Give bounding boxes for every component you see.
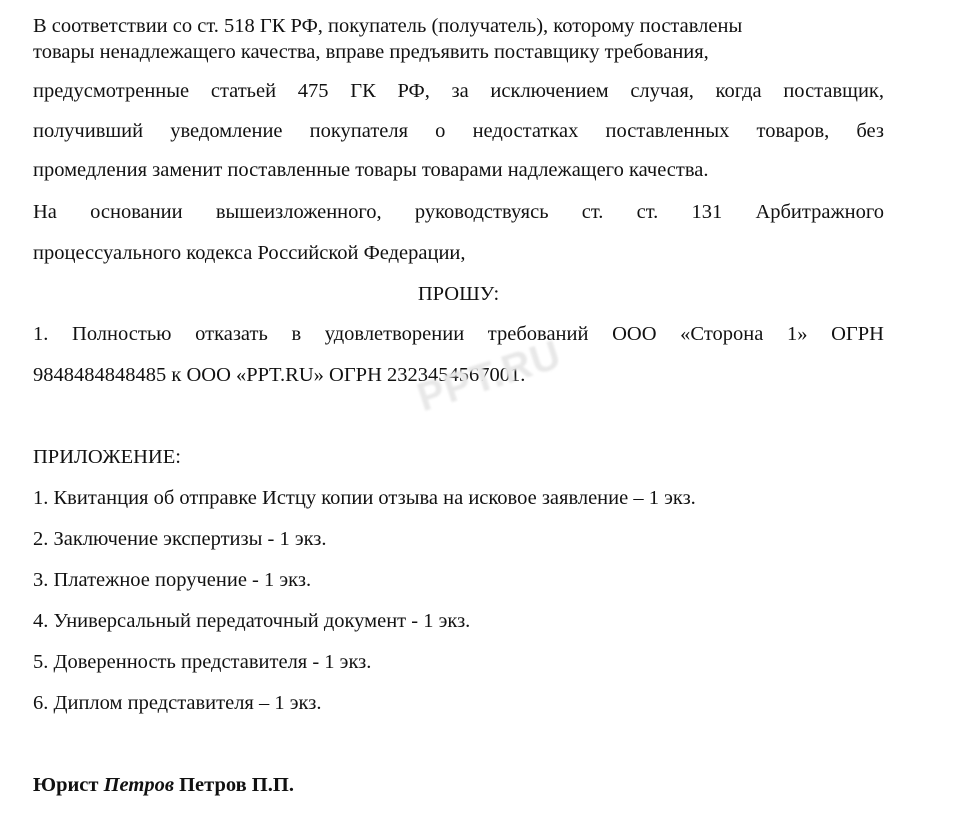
paragraph-2-line-2: процессуального кодекса Российской Федерации, (33, 242, 466, 264)
appendix-item-2: 2. Заключение экспертизы - 1 экз. (33, 528, 327, 550)
paragraph-2-line-1: На основании вышеизложенного, руководствуясь ст. ст. 131 Арбитражного (33, 201, 884, 223)
appendix-item-4: 4. Универсальный передаточный документ - 1 экз. (33, 610, 471, 632)
paragraph-1-line-5: промедления заменит поставленные товары товарами надлежащего качества. (33, 159, 709, 181)
request-line-2: 9848484848485 к ООО «PPT.RU» ОГРН 2323454567001. (33, 364, 526, 386)
appendix-item-6: 6. Диплом представителя – 1 экз. (33, 692, 322, 714)
paragraph-1-line-2: товары ненадлежащего качества, вправе предъявить поставщику требования, (33, 41, 709, 63)
appendix-heading: ПРИЛОЖЕНИЕ: (33, 446, 181, 468)
appendix-item-1: 1. Квитанция об отправке Истцу копии отзыва на исковое заявление – 1 экз. (33, 487, 696, 509)
signature-block (33, 773, 294, 797)
appendix-item-5: 5. Доверенность представителя - 1 экз. (33, 651, 372, 673)
paragraph-1-line-4: получивший уведомление покупателя о недостатках поставленных товаров, без (33, 120, 884, 142)
appendix-item-3: 3. Платежное поручение - 1 экз. (33, 569, 312, 591)
signature-name: Петров П.П. (179, 774, 294, 796)
signature-handwritten: Петров (103, 774, 174, 796)
paragraph-1-line-1: В соответствии со ст. 518 ГК РФ, покупатель (получатель), которому поставлены (33, 15, 743, 37)
watermark: PPT.RU (412, 332, 567, 420)
request-heading: ПРОШУ: (417, 283, 500, 305)
signature-title: Юрист (33, 774, 99, 796)
request-line-1: 1. Полностью отказать в удовлетворении требований ООО «Сторона 1» ОГРН (33, 323, 884, 345)
paragraph-1-line-3: предусмотренные статьей 475 ГК РФ, за исключением случая, когда поставщик, (33, 80, 884, 102)
